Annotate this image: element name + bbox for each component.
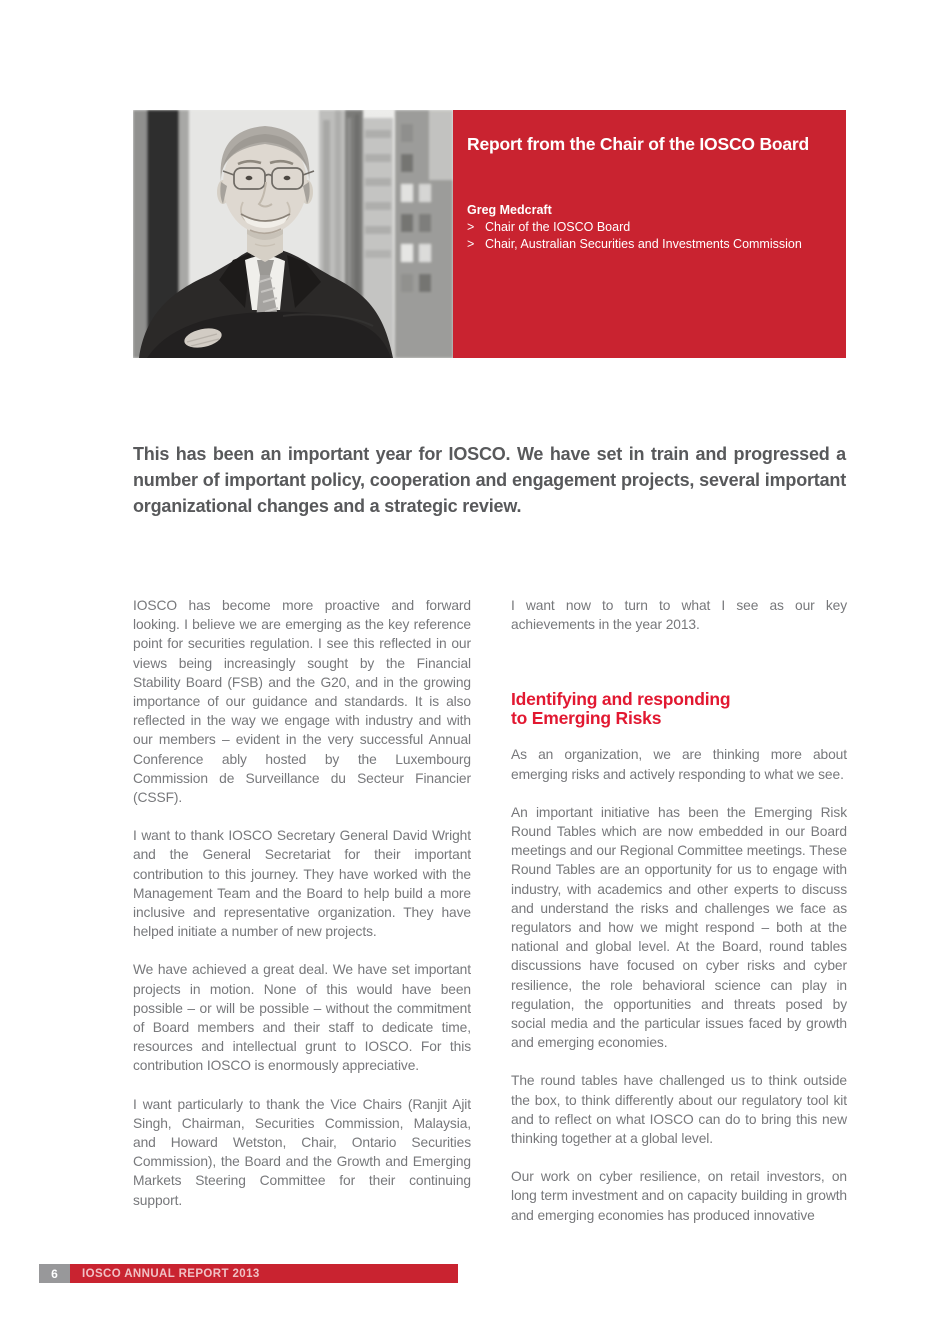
portrait-photo bbox=[133, 110, 453, 358]
chevron-right-icon: > bbox=[467, 220, 475, 234]
left-column bbox=[133, 596, 471, 1210]
chapter-banner bbox=[453, 110, 846, 358]
body-paragraph: I want particularly to thank the Vice Chairs (Ranjit Ajit Singh, Chairman, Securities Commission, Malaysia, and Howard Wetston, Chair, Ontario Securities Commission), the Board and the Growth and Emerging Markets Steering Committee for their continuing support. bbox=[133, 1096, 471, 1208]
role-line bbox=[467, 236, 830, 253]
body-paragraph: An important initiative has been the Emerging Risk Round Tables which are now embedded in our Board meetings and our Regional Committee meetings. These Round Tables are an opportunity for us to engage with industry, with academics and other experts to discuss and understand the risks and challenges we face as regulators and how we might respond – both at the national and global level. At the Board, round tables discussions have focused on cyber risks and cyber resilience, the role behavioral science can play in regulation, the opportunities and threats posed by social media and the particular issues faced by growth and emerging economies. bbox=[511, 804, 847, 1051]
section-heading bbox=[511, 690, 847, 728]
body-paragraph: As an organization, we are thinking more about emerging risks and actively responding to what we see. bbox=[511, 747, 847, 782]
body-paragraph: The round tables have challenged us to think outside the box, to think differently about our regulatory tool kit and to reflect on what IOSCO can do to bring this new thinking together at a global level. bbox=[511, 1073, 847, 1147]
body-paragraph: We have achieved a great deal. We have set important projects in motion. None of this would have been possible – or will be possible – without the commitment of Board members and their staff to dedicate time, resources and intellectual grunt to IOSCO. For this contribution IOSCO is enormously appreciative. bbox=[133, 962, 471, 1074]
person-name: Greg Medcraft bbox=[467, 203, 552, 217]
right-column bbox=[511, 596, 847, 1225]
body-paragraph: IOSCO has become more proactive and forward looking. I believe we are emerging as the key reference point for securities regulation. I see this reflected in our views being increasingly sought by the Financial Stability Board (FSB) and the G20, and in the growing importance of our guidance and standards. It is also reflected in the way we engage with industry and with our members – evident in the very successful Annual Conference ably hosted by the Luxembourg Commission de Surveillance du Secteur Financier (CSSF). bbox=[133, 598, 471, 806]
body-paragraph: Our work on cyber resilience, on retail investors, on long term investment and on capacity building in growth and emerging economies has produced innovative bbox=[511, 1169, 847, 1223]
role-text: Chair of the IOSCO Board bbox=[485, 220, 631, 234]
section-heading-line: to Emerging Risks bbox=[511, 708, 662, 729]
footer-bar bbox=[70, 1264, 458, 1283]
role-text: Chair, Australian Securities and Investments Commission bbox=[485, 237, 802, 251]
footer-report-title: IOSCO ANNUAL REPORT 2013 bbox=[82, 1267, 260, 1280]
chapter-title: Report from the Chair of the IOSCO Board bbox=[467, 134, 810, 154]
footer-page-number: 6 bbox=[39, 1264, 70, 1283]
intro-paragraph: This has been an important year for IOSCO. We have set in train and progressed a number of important policy, cooperation and engagement projects, several important organizational changes and a strategic review. bbox=[133, 444, 846, 516]
role-line bbox=[467, 219, 830, 236]
body-paragraph: I want to thank IOSCO Secretary General David Wright and the General Secretariat for their important contribution to this journey. They have worked with the Management Team and the Board to help build a more inclusive and representative organization. They have helped initiate a number of new projects. bbox=[133, 828, 471, 940]
body-paragraph: I want now to turn to what I see as our key achievements in the year 2013. bbox=[511, 598, 847, 633]
section-heading-line: Identifying and responding bbox=[511, 689, 731, 710]
chevron-right-icon: > bbox=[467, 237, 475, 251]
portrait-photo-illustration bbox=[133, 110, 453, 358]
